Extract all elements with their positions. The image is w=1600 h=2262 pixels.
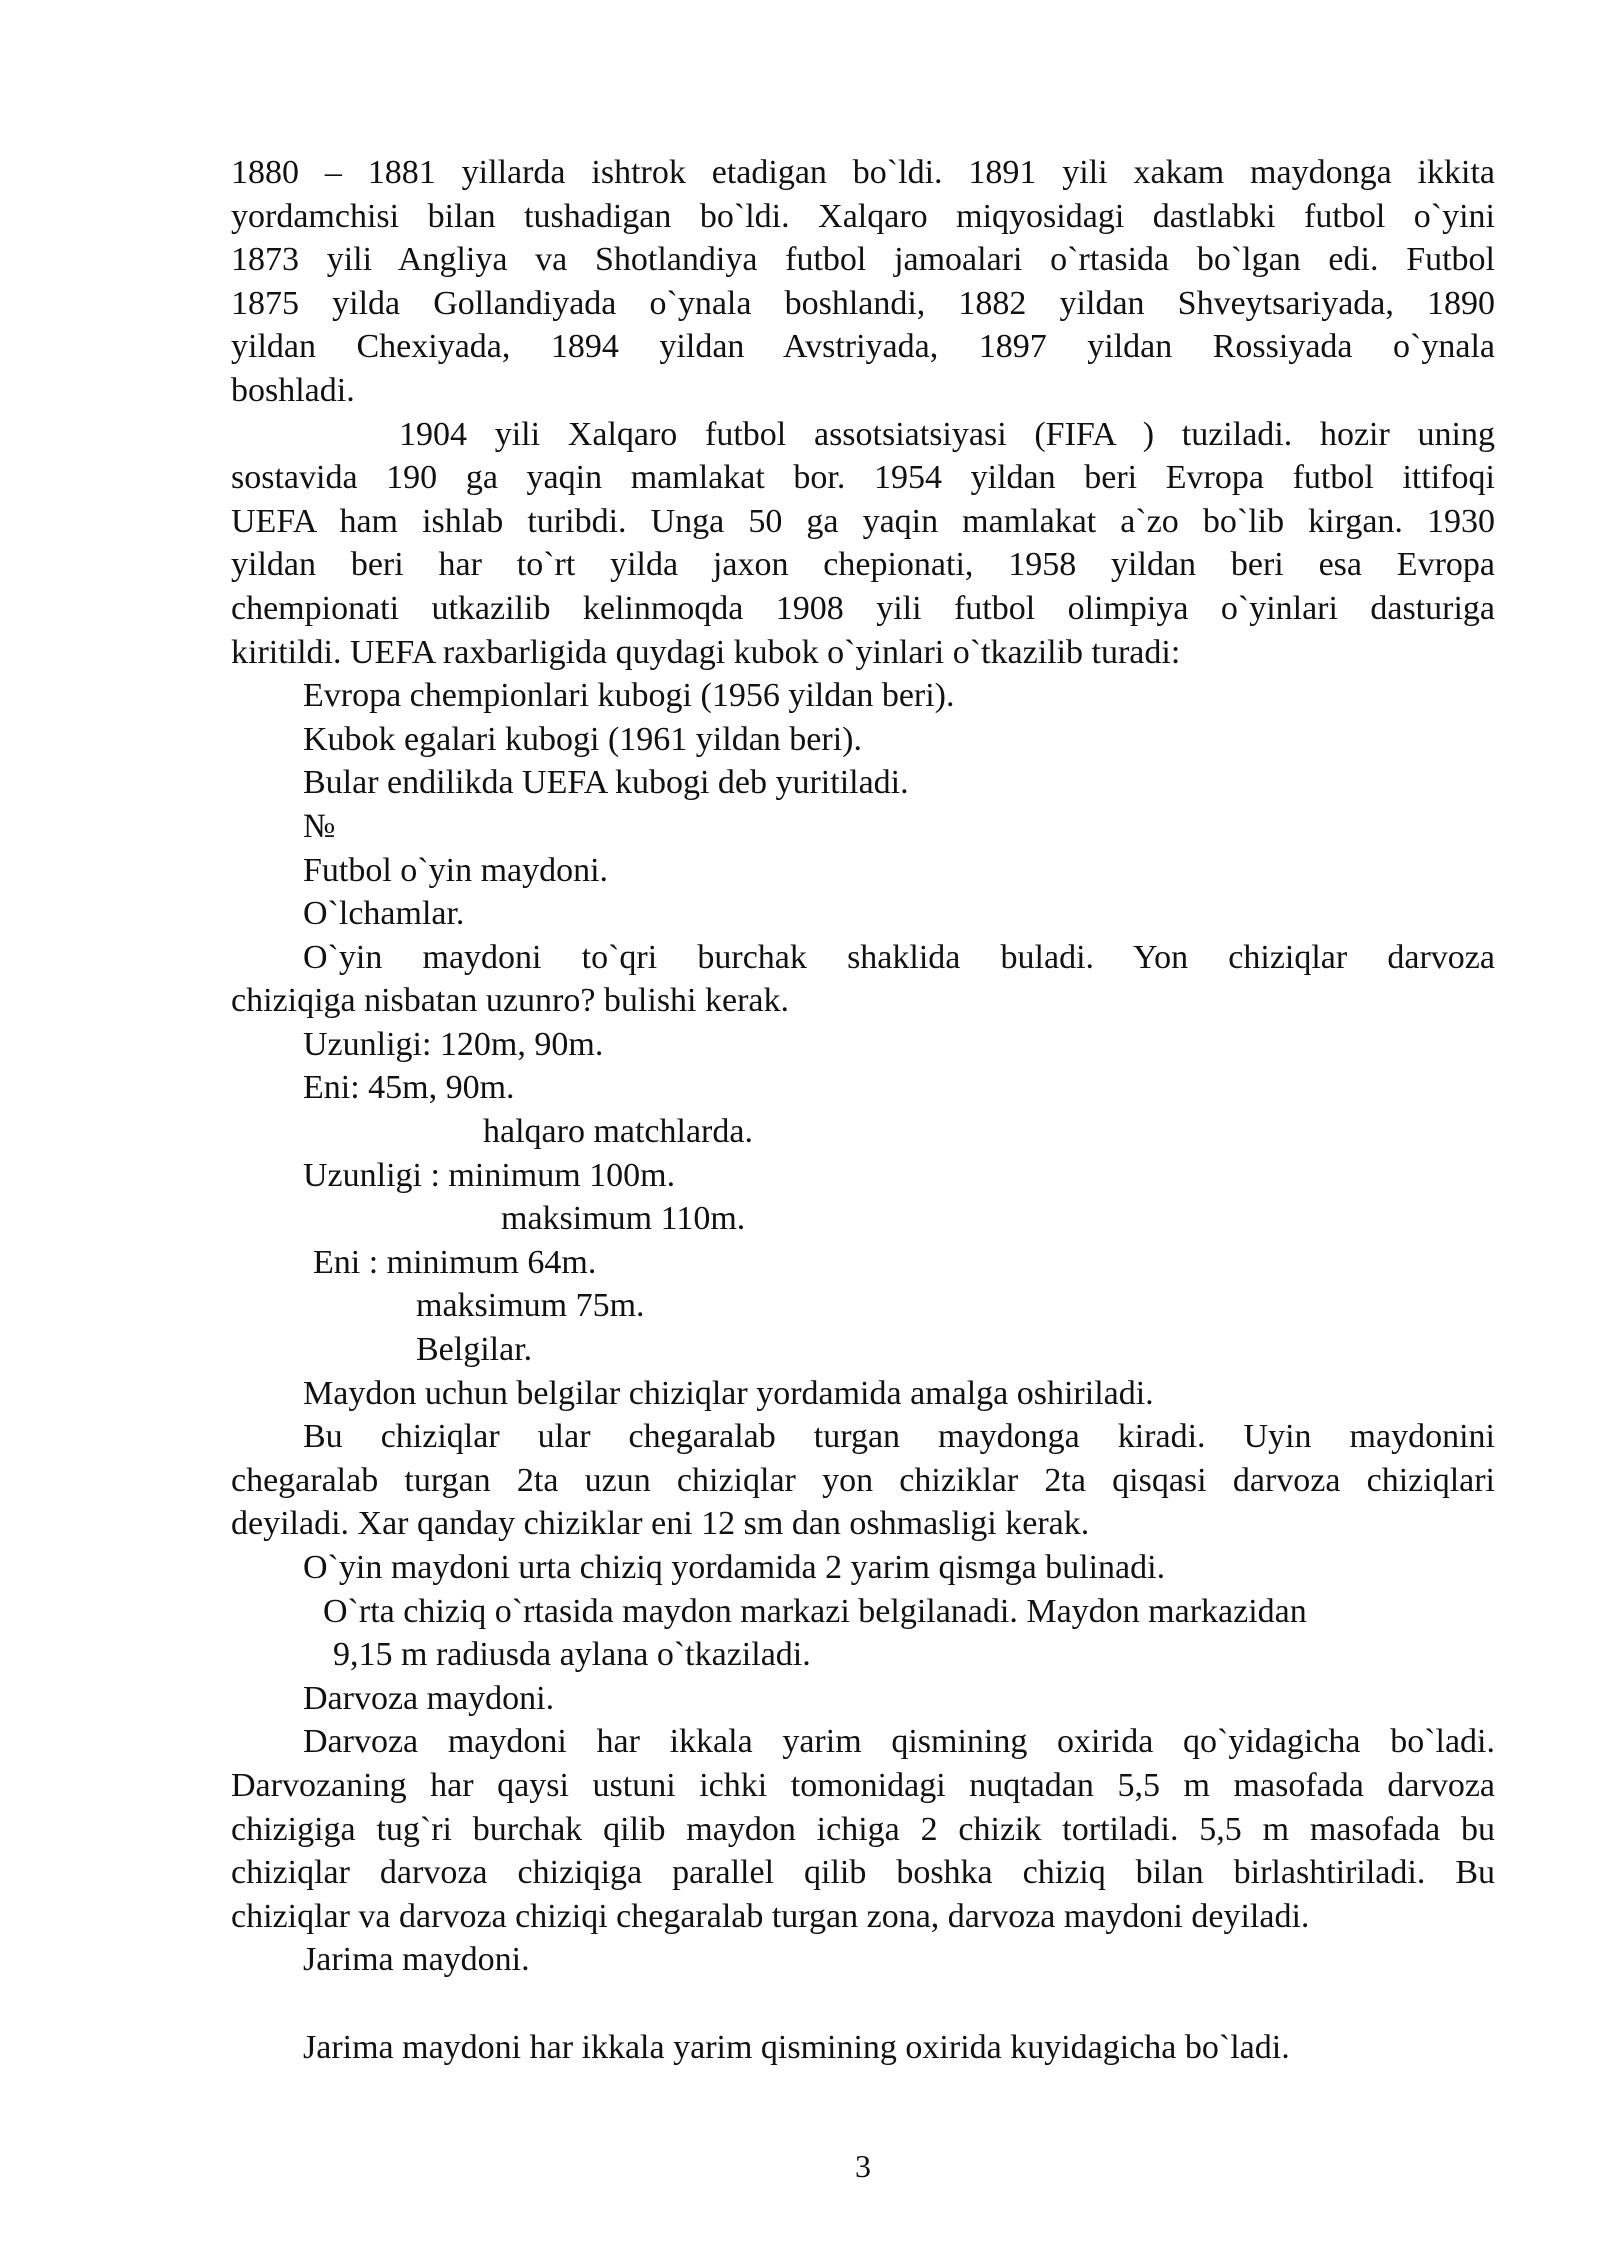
text-line: Eni : minimum 64m. [313,1243,597,1281]
text-line: maksimum 75m. [416,1287,645,1325]
text-line: Uzunligi: 120m, 90m. [303,1025,604,1063]
text-line: halqaro matchlarda. [483,1113,753,1151]
text-line: Maydon uchun belgilar chiziqlar yordamida amalga oshiriladi. [303,1374,1154,1412]
text-line: Jarima maydoni har ikkala yarim qismining oxirida kuyidagicha bo`ladi. [303,2028,1290,2066]
document-body [231,151,1495,2069]
text-line: Evropa chempionlari kubogi (1956 yildan beri). [303,677,955,715]
text-line: chegaralab turgan 2ta uzun chiziqlar yon chiziklar 2ta qisqasi darvoza chiziqlari [231,1461,1495,1499]
text-line: yildan beri har to`rt yilda jaxon chepionati, 1958 yildan beri esa Evropa [231,546,1495,584]
text-line: Uzunligi : minimum 100m. [303,1156,676,1194]
text-line: O`rta chiziq o`rtasida maydon markazi belgilanadi. Maydon markazidan [323,1592,1307,1630]
text-line: Darvoza maydoni har ikkala yarim qismining oxirida qo`yidagicha bo`ladi. [303,1723,1495,1761]
text-line: yordamchisi bilan tushadigan bo`ldi. Xalqaro miqyosidagi dastlabki futbol o`yini [231,197,1495,235]
text-line: sostavida 190 ga yaqin mamlakat bor. 1954 yildan beri Evropa futbol ittifoqi [231,459,1495,497]
text-line: 1904 yili Xalqaro futbol assotsiatsiyasi (FIFA ) tuziladi. hozir uning [399,415,1495,453]
text-line: Bular endilikda UEFA kubogi deb yuritiladi. [303,764,909,802]
text-line: chiziqlar darvoza chiziqiga parallel qilib boshka chiziq bilan birlashtiriladi. Bu [231,1854,1495,1892]
text-line: Kubok egalari kubogi (1961 yildan beri). [303,720,862,758]
text-line: 1875 yilda Gollandiyada o`ynala boshlandi, 1882 yildan Shveytsariyada, 1890 [231,284,1495,322]
text-line: 1873 yili Angliya va Shotlandiya futbol jamoalari o`rtasida bo`lgan edi. Futbol [231,241,1495,279]
text-line: 1880 – 1881 yillarda ishtrok etadigan bo`ldi. 1891 yili xakam maydonga ikkita [231,154,1495,191]
text-line: kiritildi. UEFA raxbarligida quydagi kubok o`yinlari o`tkazilib turadi: [231,633,1181,671]
text-line: O`yin maydoni to`qri burchak shaklida buladi. Yon chiziqlar darvoza [303,938,1495,976]
text-line: chiziqlar va darvoza chiziqi chegaralab turgan zona, darvoza maydoni deyiladi. [231,1897,1310,1935]
section-heading: Futbol o`yin maydoni. [303,851,609,889]
text-line: maksimum 110m. [501,1200,746,1238]
text-line: chiziqiga nisbatan uzunro? bulishi kerak. [231,982,789,1020]
blank-line [231,1982,1495,2026]
text-line: Darvozaning har qaysi ustuni ichki tomonidagi nuqtadan 5,5 m masofada darvoza [231,1766,1495,1804]
text-line: Eni: 45m, 90m. [303,1069,515,1107]
section-heading: Jarima maydoni. [303,1941,530,1979]
text-line: yildan Chexiyada, 1894 yildan Avstriyada, 1897 yildan Rossiyada o`ynala [231,328,1495,366]
numero-sign: № [303,807,336,845]
text-line: O`yin maydoni urta chiziq yordamida 2 yarim qismga bulinadi. [303,1549,1166,1586]
section-heading: Darvoza maydoni. [303,1679,555,1717]
text-line: chempionati utkazilib kelinmoqda 1908 yili futbol olimpiya o`yinlari dasturiga [231,589,1495,627]
text-line: Bu chiziqlar ular chegaralab turgan maydonga kiradi. Uyin maydonini [303,1418,1495,1456]
text-line: boshladi. [231,371,355,409]
section-heading: O`lchamlar. [303,895,465,933]
text-line: UEFA ham ishlab turibdi. Unga 50 ga yaqin mamlakat a`zo bo`lib kirgan. 1930 [231,502,1495,540]
text-line: 9,15 m radiusda aylana o`tkaziladi. [333,1636,811,1674]
page-number: 3 [855,2148,871,2184]
section-heading: Belgilar. [416,1331,533,1369]
text-line: chizigiga tug`ri burchak qilib maydon ichiga 2 chizik tortiladi. 5,5 m masofada bu [231,1810,1495,1848]
text-line: deyiladi. Xar qanday chiziklar eni 12 sm dan oshmasligi kerak. [231,1505,1090,1543]
